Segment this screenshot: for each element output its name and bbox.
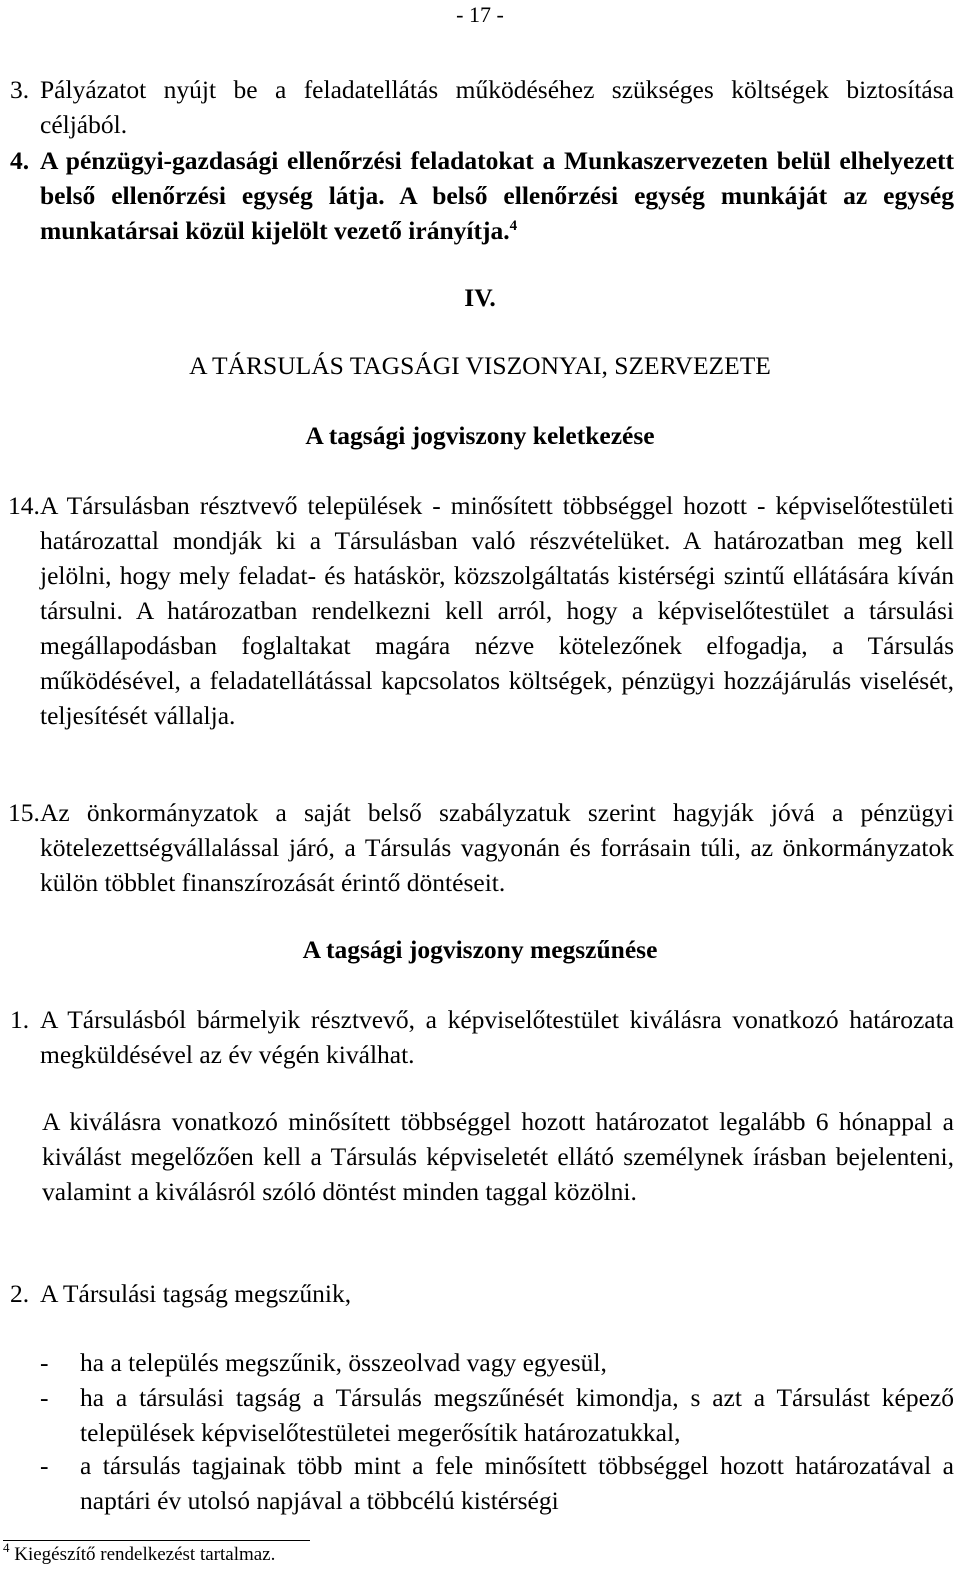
section-title-membership-start: A tagsági jogviszony keletkezése (305, 421, 655, 450)
page-number: - 17 - (456, 2, 504, 27)
bullet-item-2 (40, 1380, 954, 1450)
bullet-text: a társulás tagjainak több mint a fele minősített többséggel hozott határozatával a naptári év utolsó napjával a többcélú kistérségi (80, 1451, 954, 1515)
paragraph-withdrawal-notice: A kiválásra vonatkozó minősített többséggel hozott határozatot legalább 6 hónappal a kiválást megelőzően kell a Társulás képviseletét ellátó személynek írásban bejelenteni, valamint a kiválásról szóló döntést minden taggal közölni. (42, 1107, 954, 1206)
list-item-text: Pályázatot nyújt be a feladatellátás működéséhez szükséges költségek biztosítása céljából. (40, 75, 954, 139)
paragraph-number: 15. (8, 798, 40, 827)
footnote-number: 4 (3, 1540, 10, 1555)
list-item-2 (10, 1276, 954, 1311)
paragraph-text: Az önkormányzatok a saját belső szabályzatuk szerint hagyják jóvá a pénzügyi kötelezettségvállalással járó, a Társulás vagyonán és forrásain túli, az önkormányzatok külön többlet finanszírozását érintő döntéseit. (40, 798, 954, 897)
list-item-text: A Társulásból bármelyik résztvevő, a képviselőtestület kiválásra vonatkozó határozata megküldésével az év végén kiválhat. (40, 1005, 954, 1069)
list-item-number: 3. (10, 75, 30, 104)
bullet-marker: - (40, 1451, 49, 1480)
list-item-3 (10, 72, 954, 142)
list-item-number: 2. (10, 1279, 30, 1308)
list-item-1 (10, 1002, 954, 1072)
bullet-text: ha a település megszűnik, összeolvad vagy egyesül, (80, 1348, 607, 1377)
footnote-text: Kiegészítő rendelkezést tartalmaz. (14, 1544, 276, 1565)
list-item-text: A pénzügyi-gazdasági ellenőrzési feladatokat a Munkaszervezeten belül elhelyezett belső ellenőrzési egység látja. A belső ellenőrzési egység munkáját az egység munkatársai közül kijelölt vezető irányítja. (40, 146, 954, 245)
chapter-title: A TÁRSULÁS TAGSÁGI VISZONYAI, SZERVEZETE (189, 351, 771, 380)
list-item-4 (10, 143, 954, 248)
list-item-number: 4. (10, 146, 30, 175)
list-item-number: 1. (10, 1005, 30, 1034)
paragraph-number: 14. (8, 491, 40, 520)
chapter-number: IV. (464, 283, 496, 312)
paragraph-15 (8, 795, 954, 900)
bullet-item-3 (40, 1448, 954, 1518)
bullet-text: ha a társulási tagság a Társulás megszűnését kimondja, s azt a Társulást képező települések képviselőtestületei megerősítik határozatukkal, (80, 1383, 954, 1447)
bullet-marker: - (40, 1383, 49, 1412)
bullet-item-1 (40, 1345, 954, 1380)
section-title-membership-end: A tagsági jogviszony megszűnése (302, 935, 658, 964)
list-item-text: A Társulási tagság megszűnik, (40, 1279, 352, 1308)
paragraph-14 (8, 488, 954, 733)
footnote-separator (3, 1540, 310, 1541)
footnote (3, 1540, 276, 1566)
bullet-marker: - (40, 1348, 49, 1377)
footnote-reference: 4 (509, 218, 518, 234)
paragraph-text: A Társulásban résztvevő települések - minősített többséggel hozott - képviselőtestületi határozattal mondják ki a Társulásban való részvételüket. A határozatban meg kell jelölni, hogy mely feladat- és hatáskör, közszolgáltatás kistérségi szintű ellátására kíván társulni. A határozatban rendelkezni kell arról, hogy a képviselőtestület a társulási megállapodásban foglaltakat magára nézve kötelezőnek elfogadja, a Társulás működésével, a feladatellátással kapcsolatos költségek, pénzügyi hozzájárulás viselését, teljesítését vállalja. (40, 491, 954, 730)
